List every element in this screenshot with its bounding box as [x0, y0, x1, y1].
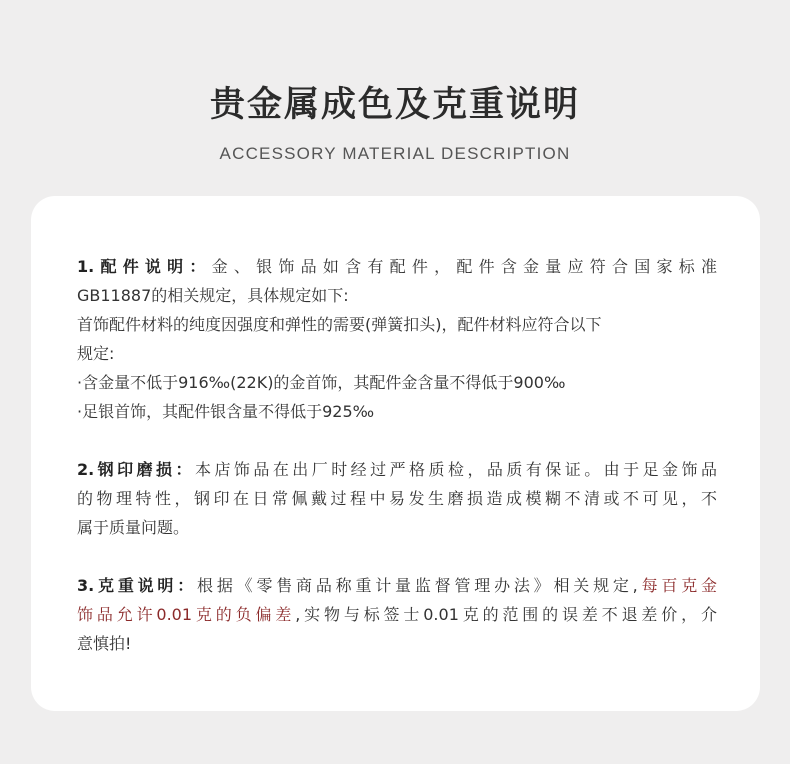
description-content	[77, 252, 717, 687]
section-line: 的物理特性，钢印在日常佩戴过程中易发生磨损造成模糊不清或不可见，不	[77, 489, 717, 508]
section-accessory	[77, 252, 717, 426]
section-line	[77, 455, 717, 484]
section-line: ·含金量不低于916‰(22K)的金首饰，其配件金含量不得低于900‰	[77, 373, 566, 392]
description-card	[31, 196, 760, 711]
section-line	[77, 600, 717, 629]
section-weight	[77, 571, 717, 658]
section-line: ·足银首饰，其配件银含量不得低于925‰	[77, 402, 375, 421]
section-text: 金、银饰品如含有配件，配件含金量应符合国家标准	[211, 257, 717, 276]
section-line: 规定:	[77, 344, 115, 363]
page-title: 贵金属成色及克重说明	[209, 85, 580, 125]
section-text: 根据《零售商品称重计量监督管理办法》相关规定,	[197, 576, 638, 595]
section-line: 首饰配件材料的纯度因强度和弹性的需要(弹簧扣头)，配件材料应符合以下	[77, 315, 602, 334]
page-subtitle: ACCESSORY MATERIAL DESCRIPTION	[219, 144, 571, 163]
section-stamp-wear	[77, 455, 717, 542]
section-heading: 2.钢印磨损：	[77, 460, 195, 479]
section-text: ,实物与标签士0.01克的范围的误差不退差价，介	[295, 605, 717, 624]
weight-tolerance-highlight: 饰品允许0.01克的负偏差	[77, 605, 296, 624]
section-line	[77, 252, 717, 281]
section-text: 本店饰品在出厂时经过严格质检，品质有保证。由于足金饰品	[194, 460, 717, 479]
section-line: 属于质量问题。	[77, 518, 190, 537]
section-heading: 1.配件说明：	[77, 257, 212, 276]
section-heading: 3.克重说明：	[77, 576, 198, 595]
section-line: GB11887的相关规定，具体规定如下:	[77, 286, 349, 305]
weight-tolerance-highlight: 每百克金	[637, 576, 717, 595]
section-line: 意慎拍!	[77, 634, 132, 653]
section-line	[77, 571, 717, 600]
